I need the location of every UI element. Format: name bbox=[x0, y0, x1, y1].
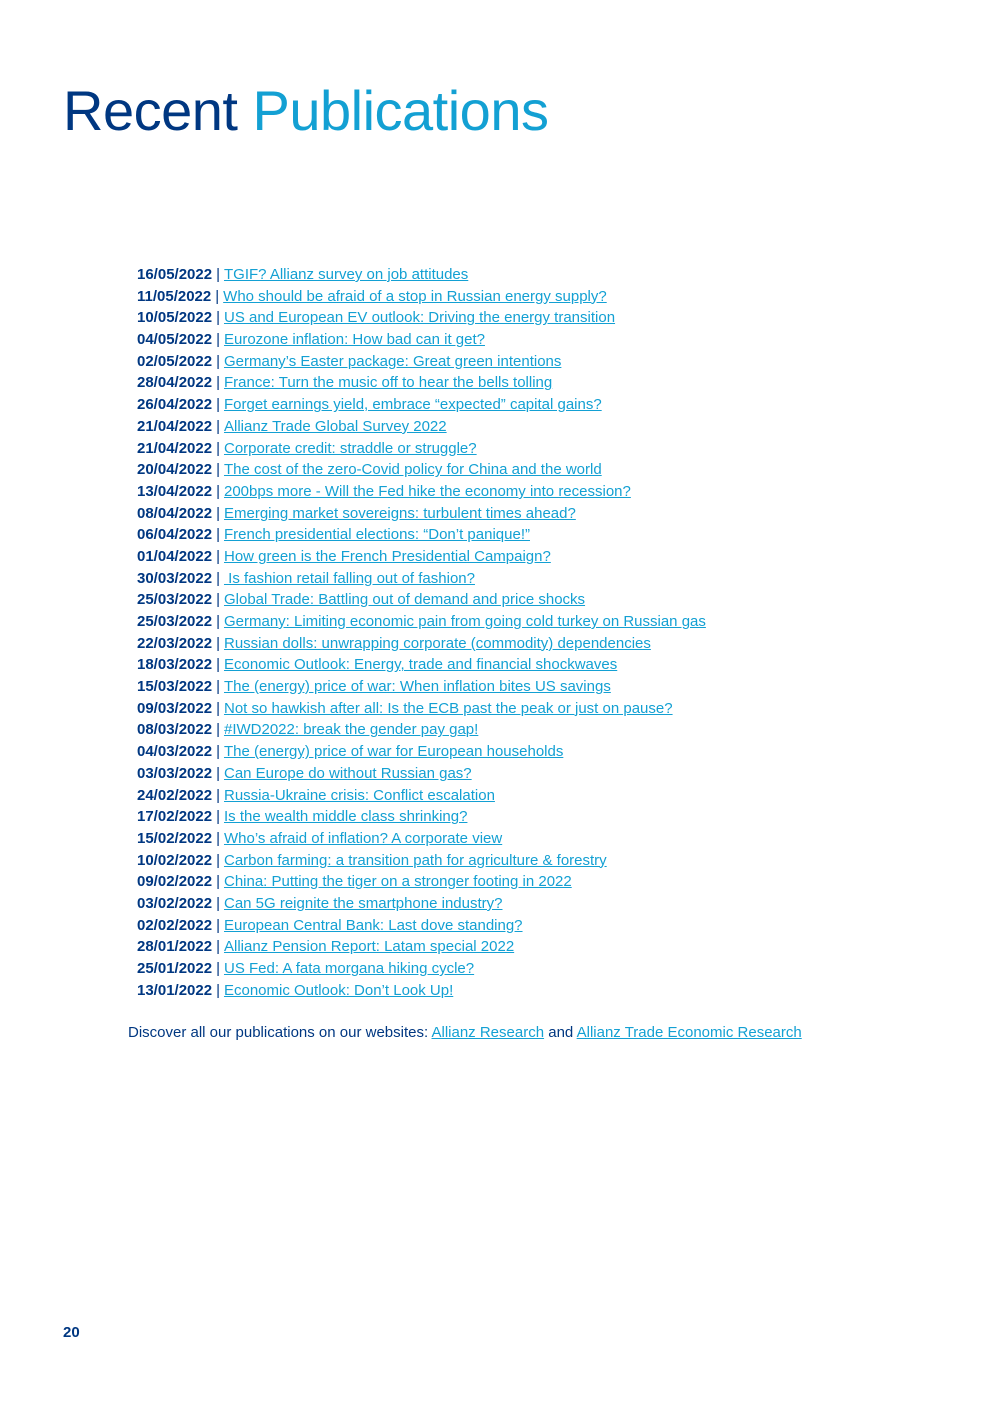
publication-link[interactable]: Can Europe do without Russian gas? bbox=[223, 764, 472, 782]
publication-separator: | bbox=[216, 331, 220, 349]
title-part-recent: Recent bbox=[63, 79, 238, 142]
publication-link[interactable]: #IWD2022: break the gender pay gap! bbox=[223, 721, 479, 739]
publication-date: 17/02/2022 bbox=[137, 808, 213, 826]
publication-link[interactable]: Economic Outlook: Energy, trade and financial shockwaves bbox=[223, 656, 618, 674]
publication-separator: | bbox=[216, 634, 220, 652]
publication-link[interactable]: How green is the French Presidential Campaign? bbox=[223, 547, 551, 565]
publication-link[interactable]: Who’s afraid of inflation? A corporate view bbox=[223, 829, 503, 847]
publication-item bbox=[137, 828, 706, 850]
publication-link[interactable]: Economic Outlook: Don’t Look Up! bbox=[223, 981, 454, 999]
publication-separator: | bbox=[216, 699, 220, 717]
publication-separator: | bbox=[216, 678, 220, 696]
publication-link[interactable]: Can 5G reignite the smartphone industry? bbox=[223, 894, 503, 912]
publication-item bbox=[137, 589, 706, 611]
publication-item bbox=[137, 915, 706, 937]
publication-item bbox=[137, 763, 706, 785]
publication-link[interactable]: Not so hawkish after all: Is the ECB past the peak or just on pause? bbox=[223, 699, 673, 717]
publication-separator: | bbox=[216, 721, 220, 739]
publication-date: 24/02/2022 bbox=[137, 786, 213, 804]
publication-date: 28/01/2022 bbox=[137, 938, 213, 956]
publication-separator: | bbox=[216, 829, 220, 847]
publication-date: 04/03/2022 bbox=[137, 743, 213, 761]
publication-date: 09/03/2022 bbox=[137, 699, 213, 717]
publication-separator: | bbox=[216, 873, 220, 891]
publication-date: 15/02/2022 bbox=[137, 829, 213, 847]
publication-date: 09/02/2022 bbox=[137, 873, 213, 891]
publication-item bbox=[137, 785, 706, 807]
publication-item bbox=[137, 676, 706, 698]
publication-link[interactable]: Corporate credit: straddle or struggle? bbox=[223, 439, 477, 457]
publication-separator: | bbox=[216, 981, 220, 999]
publication-date: 03/02/2022 bbox=[137, 894, 213, 912]
publication-item bbox=[137, 416, 706, 438]
publication-link[interactable]: Russian dolls: unwrapping corporate (commodity) dependencies bbox=[223, 634, 651, 652]
publication-item bbox=[137, 459, 706, 481]
title-part-publications: Publications bbox=[252, 79, 549, 142]
publication-link[interactable]: US Fed: A fata morgana hiking cycle? bbox=[223, 960, 475, 977]
publication-date: 06/04/2022 bbox=[137, 526, 213, 544]
publication-item bbox=[137, 524, 706, 546]
publication-item bbox=[137, 372, 706, 394]
publication-date: 11/05/2022 bbox=[137, 287, 212, 305]
publication-date: 16/05/2022 bbox=[137, 266, 213, 283]
publication-link[interactable]: European Central Bank: Last dove standing? bbox=[223, 916, 523, 934]
publication-item bbox=[137, 698, 706, 720]
publication-separator: | bbox=[216, 374, 220, 392]
publication-item bbox=[137, 936, 706, 958]
publication-item bbox=[137, 980, 706, 1002]
publication-separator: | bbox=[216, 547, 220, 565]
publication-separator: | bbox=[216, 851, 220, 869]
publications-list bbox=[137, 264, 706, 1001]
publication-item bbox=[137, 307, 706, 329]
publication-date: 15/03/2022 bbox=[137, 678, 213, 696]
publication-link[interactable]: The (energy) price of war: When inflation bites US savings bbox=[223, 678, 611, 696]
publication-separator: | bbox=[215, 287, 220, 305]
publication-item bbox=[137, 850, 706, 872]
publication-separator: | bbox=[216, 417, 220, 435]
publication-date: 13/04/2022 bbox=[137, 482, 213, 500]
publication-date: 08/03/2022 bbox=[137, 721, 213, 739]
publication-separator: | bbox=[216, 613, 220, 630]
publication-separator: | bbox=[216, 764, 220, 782]
publication-separator: | bbox=[216, 591, 220, 609]
page-number: 20 bbox=[63, 1324, 80, 1341]
publication-separator: | bbox=[216, 439, 220, 457]
publication-link[interactable]: TGIF? Allianz survey on job attitudes bbox=[223, 266, 469, 283]
discover-prefix: Discover all our publications on our websites: bbox=[128, 1024, 432, 1041]
publication-item bbox=[137, 481, 706, 503]
publication-date: 28/04/2022 bbox=[137, 374, 213, 392]
publication-date: 18/03/2022 bbox=[137, 656, 213, 674]
allianz-trade-economic-research-link[interactable]: Allianz Trade Economic Research bbox=[576, 1024, 802, 1041]
publication-separator: | bbox=[216, 656, 220, 674]
publication-separator: | bbox=[216, 786, 220, 804]
publication-date: 10/05/2022 bbox=[137, 309, 213, 327]
publication-separator: | bbox=[216, 309, 220, 327]
publication-item bbox=[137, 503, 706, 525]
publication-separator: | bbox=[216, 482, 220, 500]
publication-separator: | bbox=[216, 938, 220, 956]
publication-date: 02/05/2022 bbox=[137, 352, 213, 370]
publication-link[interactable]: France: Turn the music off to hear the bells tolling bbox=[223, 374, 553, 392]
publication-separator: | bbox=[216, 461, 220, 479]
publication-separator: | bbox=[216, 266, 220, 283]
publication-separator: | bbox=[216, 808, 220, 826]
discover-line bbox=[128, 1022, 802, 1044]
publication-link[interactable]: The cost of the zero-Covid policy for China and the world bbox=[223, 461, 602, 479]
publication-date: 08/04/2022 bbox=[137, 504, 213, 522]
publication-item bbox=[137, 958, 706, 980]
publication-item bbox=[137, 633, 706, 655]
publication-date: 04/05/2022 bbox=[137, 331, 213, 349]
publication-item bbox=[137, 806, 706, 828]
publication-link[interactable]: Allianz Pension Report: Latam special 2022 bbox=[223, 938, 515, 956]
publication-separator: | bbox=[216, 352, 220, 370]
publication-date: 02/02/2022 bbox=[137, 916, 213, 934]
publication-date: 10/02/2022 bbox=[137, 851, 213, 869]
publication-link[interactable]: French presidential elections: “Don’t panique!” bbox=[223, 526, 530, 544]
publication-link[interactable]: Allianz Trade Global Survey 2022 bbox=[223, 417, 447, 435]
publication-date: 25/03/2022 bbox=[137, 591, 213, 609]
publication-date: 25/03/2022 bbox=[137, 613, 213, 630]
publication-item bbox=[137, 394, 706, 416]
publication-date: 22/03/2022 bbox=[137, 634, 213, 652]
publication-date: 30/03/2022 bbox=[137, 569, 213, 587]
publication-link[interactable]: Germany’s Easter package: Great green intentions bbox=[223, 352, 562, 370]
publication-link[interactable]: China: Putting the tiger on a stronger footing in 2022 bbox=[223, 873, 572, 891]
publication-link[interactable]: Emerging market sovereigns: turbulent times ahead? bbox=[223, 504, 576, 522]
allianz-research-link[interactable]: Allianz Research bbox=[431, 1024, 545, 1041]
publication-separator: | bbox=[216, 569, 220, 587]
discover-connector: and bbox=[544, 1024, 577, 1041]
publication-separator: | bbox=[216, 916, 220, 934]
publication-separator: | bbox=[216, 894, 220, 912]
publication-link[interactable]: 200bps more - Will the Fed hike the economy into recession? bbox=[223, 482, 631, 500]
publication-date: 13/01/2022 bbox=[137, 981, 213, 999]
publication-separator: | bbox=[216, 960, 220, 977]
publication-item bbox=[137, 741, 706, 763]
publication-link[interactable]: The (energy) price of war for European households bbox=[223, 743, 564, 761]
publication-item bbox=[137, 329, 706, 351]
publication-link[interactable]: Carbon farming: a transition path for agriculture & forestry bbox=[223, 851, 607, 869]
publication-item bbox=[137, 438, 706, 460]
publication-item bbox=[137, 893, 706, 915]
publication-separator: | bbox=[216, 396, 220, 414]
publication-item bbox=[137, 719, 706, 741]
publication-separator: | bbox=[216, 504, 220, 522]
publication-date: 20/04/2022 bbox=[137, 461, 213, 479]
publication-date: 25/01/2022 bbox=[137, 960, 213, 977]
publication-date: 21/04/2022 bbox=[137, 439, 213, 457]
publication-link[interactable]: Forget earnings yield, embrace “expected” capital gains? bbox=[223, 396, 602, 414]
publication-link[interactable]: Germany: Limiting economic pain from going cold turkey on Russian gas bbox=[223, 613, 706, 630]
publication-date: 01/04/2022 bbox=[137, 547, 213, 565]
publication-link[interactable]: Is the wealth middle class shrinking? bbox=[223, 808, 468, 826]
publication-item bbox=[137, 568, 706, 590]
publication-item bbox=[137, 351, 706, 373]
publication-link[interactable]: Is fashion retail falling out of fashion? bbox=[223, 569, 475, 587]
publication-link[interactable]: Who should be afraid of a stop in Russian energy supply? bbox=[223, 287, 607, 305]
page-title bbox=[63, 78, 548, 144]
publication-link[interactable]: Eurozone inflation: How bad can it get? bbox=[223, 331, 485, 349]
publication-date: 21/04/2022 bbox=[137, 417, 213, 435]
publication-date: 26/04/2022 bbox=[137, 396, 213, 414]
publication-item bbox=[137, 611, 706, 633]
publication-link[interactable]: Russia-Ukraine crisis: Conflict escalation bbox=[223, 786, 495, 804]
publication-separator: | bbox=[216, 526, 220, 544]
publication-item bbox=[137, 264, 706, 286]
publication-item bbox=[137, 286, 706, 308]
publication-separator: | bbox=[216, 743, 220, 761]
publication-link[interactable]: US and European EV outlook: Driving the energy transition bbox=[223, 309, 616, 327]
publication-date: 03/03/2022 bbox=[137, 764, 213, 782]
publication-item bbox=[137, 546, 706, 568]
publication-item bbox=[137, 654, 706, 676]
publication-item bbox=[137, 871, 706, 893]
publication-link[interactable]: Global Trade: Battling out of demand and price shocks bbox=[223, 591, 586, 609]
